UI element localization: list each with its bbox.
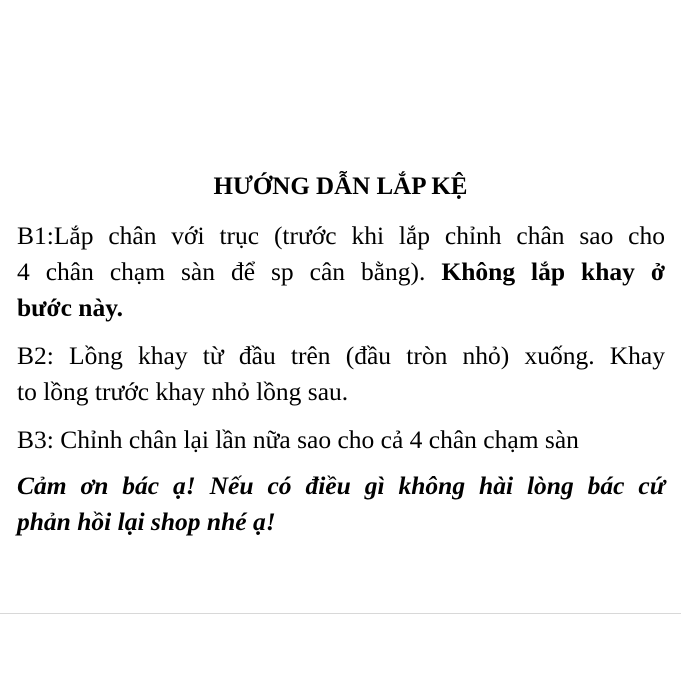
step-2-line-1: B2: Lồng khay từ đầu trên (đầu tròn nhỏ) xuống. Khay (17, 341, 665, 370)
step-2-paragraph (17, 338, 665, 410)
step-1-paragraph (17, 218, 665, 326)
thank-you-line-1: Cảm ơn bác ạ! Nếu có điều gì không hài lòng bác cứ (17, 471, 665, 500)
step-2-line-2: to lồng trước khay nhỏ lồng sau. (17, 377, 349, 406)
step-1-warning-text-end: bước này. (17, 293, 123, 322)
page-title: HƯỚNG DẪN LẮP KỆ (213, 173, 468, 200)
thank-you-paragraph (17, 468, 665, 540)
thank-you-line-2: phản hồi lại shop nhé ạ! (17, 507, 276, 536)
bottom-divider (0, 613, 681, 614)
step-1-line-2-text: 4 chân chạm sàn để sp cân bằng). (17, 257, 442, 286)
step-1-warning-text: Không lắp khay ở (441, 257, 665, 286)
step-3-line-1: B3: Chỉnh chân lại lần nữa sao cho cả 4 chân chạm sàn (17, 425, 579, 454)
step-1-line-1: B1:Lắp chân với trục (trước khi lắp chỉnh chân sao cho (17, 221, 665, 250)
step-1-line-2 (17, 254, 665, 290)
step-3-paragraph (17, 422, 665, 458)
